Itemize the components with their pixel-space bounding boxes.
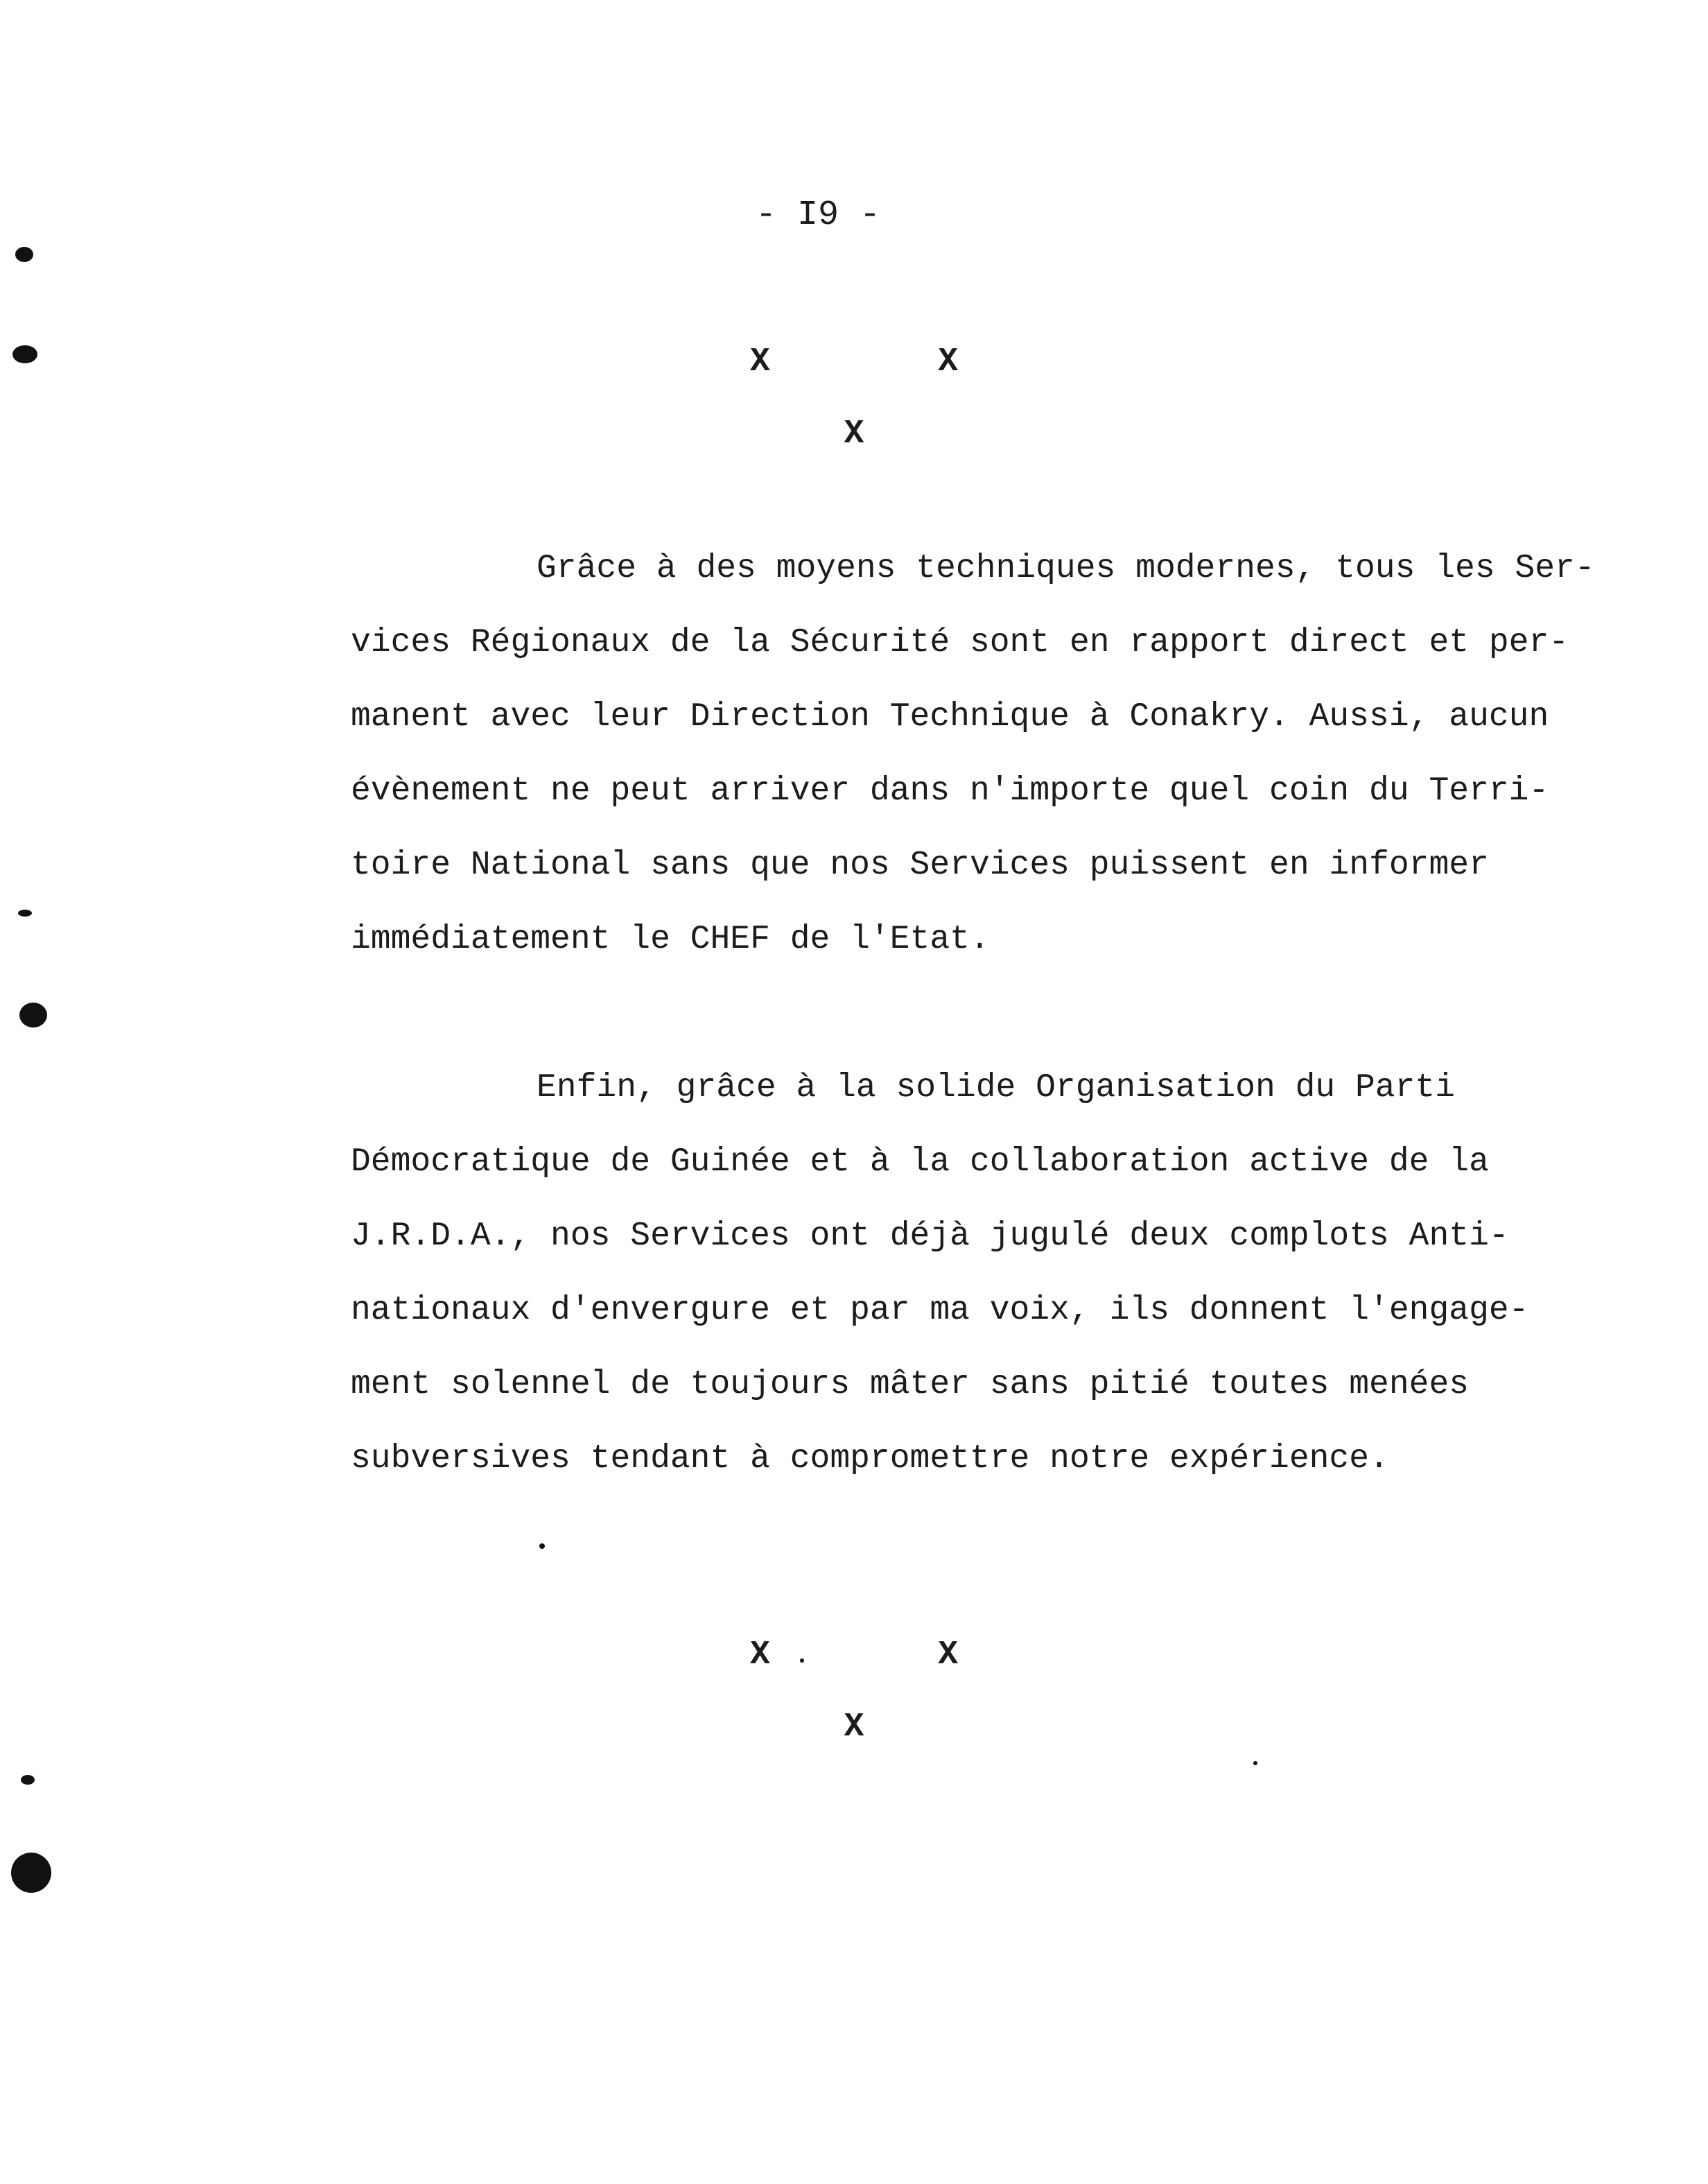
paragraph-party-organisation xyxy=(351,1051,1640,1496)
punch-hole-mark xyxy=(11,1853,51,1893)
punch-hole-mark xyxy=(19,1003,47,1028)
paragraph-line: Grâce à des moyens techniques modernes, tous les Ser- xyxy=(537,550,1595,587)
paragraph-line: Enfin, grâce à la solide Organisation du Parti xyxy=(537,1069,1456,1107)
separator-bottom xyxy=(715,1634,993,1748)
separator-mark: X xyxy=(844,1708,864,1746)
separator-mark: X xyxy=(844,415,864,453)
paragraph-line: immédiatement le CHEF de l'Etat. xyxy=(351,921,990,958)
separator-top xyxy=(715,341,993,455)
paragraph-line: Démocratique de Guinée et à la collaboration active de la xyxy=(351,1143,1489,1181)
paragraph-line: manent avec leur Direction Technique à Conakry. Aussi, aucun xyxy=(351,698,1549,736)
ink-dot xyxy=(539,1543,545,1549)
paragraph-line: subversives tendant à compromettre notre expérience. xyxy=(351,1440,1389,1477)
punch-hole-mark xyxy=(12,345,37,363)
paragraph-line: toire National sans que nos Services puissent en informer xyxy=(351,847,1489,884)
page-number: - I9 - xyxy=(756,196,881,235)
paragraph-line: ment solennel de toujours mâter sans pitié toutes menées xyxy=(351,1366,1470,1403)
separator-mark: X xyxy=(938,343,958,381)
punch-hole-mark xyxy=(18,910,32,917)
paragraph-line: J.R.D.A., nos Services ont déjà jugulé deux complots Anti- xyxy=(351,1217,1509,1255)
paragraph-security-services xyxy=(351,532,1640,977)
paragraph-line: nationaux d'envergure et par ma voix, ils donnent l'engage- xyxy=(351,1292,1529,1329)
separator-mark: X xyxy=(750,1636,770,1674)
ink-dot xyxy=(1253,1761,1257,1765)
punch-hole-mark xyxy=(21,1775,35,1785)
punch-hole-mark xyxy=(15,247,33,262)
ink-dot xyxy=(800,1658,804,1663)
separator-mark: X xyxy=(938,1636,958,1674)
separator-mark: X xyxy=(750,343,770,381)
paragraph-line: vices Régionaux de la Sécurité sont en rapport direct et per- xyxy=(351,624,1569,661)
paragraph-line: évènement ne peut arriver dans n'importe quel coin du Terri- xyxy=(351,772,1549,810)
